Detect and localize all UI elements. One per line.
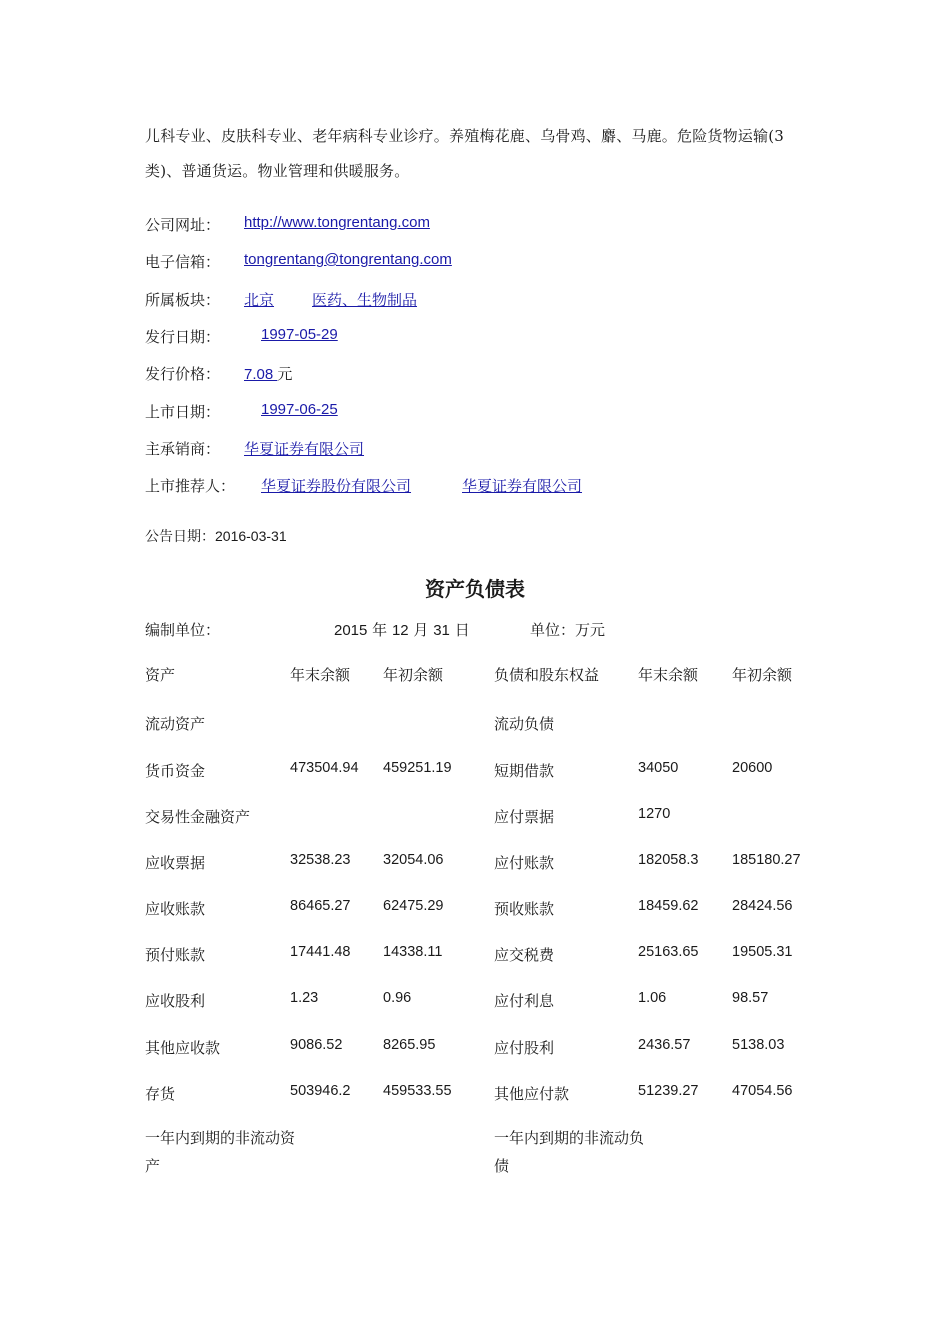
business-scope-line-2: 类)、普通货运。物业管理和供暖服务。 — [145, 162, 410, 180]
sector-beijing-link[interactable]: 北京 — [244, 291, 275, 309]
announcement-date: 2016-03-31 — [215, 528, 287, 544]
cell-liability-name: 短期借款 — [494, 762, 555, 780]
issue-date-label: 发行日期： — [145, 328, 221, 346]
cell-asset-name: 应收账款 — [145, 900, 206, 918]
cell-liability-name: 应付利息 — [494, 992, 555, 1010]
sponsor-link-1[interactable]: 华夏证券股份有限公司 — [261, 477, 412, 495]
currency-unit: 单位：万元 — [530, 621, 606, 639]
header-asset-begin-balance: 年初余额 — [383, 666, 444, 684]
cell-asset-begin-balance: 62475.29 — [383, 898, 444, 914]
prepared-by-label: 编制单位： — [145, 621, 221, 639]
cell-asset-end-balance: 473504.94 — [290, 760, 359, 776]
cell-liability-name: 一年内到期的非流动负债 — [494, 1129, 645, 1175]
cell-liability-begin-balance: 185180.27 — [732, 852, 801, 868]
cell-liability-name: 应付票据 — [494, 808, 555, 826]
cell-liability-name: 其他应付款 — [494, 1085, 570, 1103]
cell-asset-name: 其他应收款 — [145, 1039, 221, 1057]
sponsor-label: 上市推荐人： — [145, 477, 236, 495]
cell-asset-name: 预付账款 — [145, 946, 206, 964]
listing-date-label: 上市日期： — [145, 403, 221, 421]
cell-liability-end-balance: 18459.62 — [638, 898, 699, 914]
cell-asset-begin-balance: 32054.06 — [383, 852, 444, 868]
report-date: 2015 年 12 月 31 日 — [334, 621, 470, 639]
cell-liability-end-balance: 34050 — [638, 760, 679, 776]
business-scope-line-1: 儿科专业、皮肤科专业、老年病科专业诊疗。养殖梅花鹿、乌骨鸡、麝、马鹿。危险货物运输(3 — [145, 127, 784, 145]
cell-liability-end-balance: 182058.3 — [638, 852, 699, 868]
cell-asset-begin-balance: 459533.55 — [383, 1083, 452, 1099]
cell-asset-end-balance: 17441.48 — [290, 944, 351, 960]
cell-asset-end-balance: 503946.2 — [290, 1083, 351, 1099]
cell-asset-begin-balance: 459251.19 — [383, 760, 452, 776]
cell-asset-end-balance: 86465.27 — [290, 898, 351, 914]
underwriter-label: 主承销商： — [145, 440, 221, 458]
cell-asset-name: 应收股利 — [145, 992, 206, 1010]
cell-liability-end-balance: 2436.57 — [638, 1037, 691, 1053]
issue-date-link[interactable]: 1997-05-29 — [261, 326, 338, 343]
website-label: 公司网址： — [145, 216, 221, 234]
cell-asset-name: 货币资金 — [145, 762, 206, 780]
cell-asset-end-balance: 1.23 — [290, 990, 319, 1006]
announcement-label: 公告日期： — [145, 529, 215, 545]
underwriter-link[interactable]: 华夏证券有限公司 — [244, 440, 365, 458]
cell-liability-end-balance: 1.06 — [638, 990, 667, 1006]
header-liability-begin-balance: 年初余额 — [732, 666, 793, 684]
issue-price-label: 发行价格： — [145, 365, 221, 383]
business-scope-paragraph — [145, 119, 810, 189]
cell-liability-begin-balance: 47054.56 — [732, 1083, 793, 1099]
email-label: 电子信箱： — [145, 253, 221, 271]
cell-liability-name: 预收账款 — [494, 900, 555, 918]
cell-asset-name: 一年内到期的非流动资产 — [145, 1129, 296, 1175]
cell-liability-begin-balance: 98.57 — [732, 990, 769, 1006]
cell-liability-end-balance: 25163.65 — [638, 944, 699, 960]
cell-liability-name: 应交税费 — [494, 946, 555, 964]
email-link[interactable]: tongrentang@tongrentang.com — [244, 251, 452, 268]
cell-asset-begin-balance: 8265.95 — [383, 1037, 436, 1053]
cell-liability-begin-balance: 28424.56 — [732, 898, 793, 914]
sponsor-link-2[interactable]: 华夏证券有限公司 — [462, 477, 583, 495]
cell-liability-begin-balance: 19505.31 — [732, 944, 793, 960]
sector-pharma-link[interactable]: 医药、生物制品 — [312, 291, 418, 309]
cell-liability-name: 流动负债 — [494, 715, 555, 733]
header-liability-name: 负债和股东权益 — [494, 666, 600, 684]
cell-asset-begin-balance: 0.96 — [383, 990, 412, 1006]
cell-liability-begin-balance: 20600 — [732, 760, 773, 776]
cell-liability-name: 应付账款 — [494, 854, 555, 872]
issue-price-unit: 元 — [277, 365, 293, 383]
listing-date-link[interactable]: 1997-06-25 — [261, 401, 338, 418]
cell-asset-name: 存货 — [145, 1085, 176, 1103]
cell-asset-name: 流动资产 — [145, 715, 206, 733]
cell-asset-end-balance: 32538.23 — [290, 852, 351, 868]
website-link[interactable]: http://www.tongrentang.com — [244, 214, 430, 231]
cell-asset-end-balance: 9086.52 — [290, 1037, 343, 1053]
issue-price-link[interactable]: 7.08 — [244, 366, 278, 383]
announcement-date-line — [145, 526, 287, 546]
header-asset-name: 资产 — [145, 666, 176, 684]
cell-liability-name: 应付股利 — [494, 1039, 555, 1057]
cell-asset-name: 应收票据 — [145, 854, 206, 872]
cell-liability-end-balance: 51239.27 — [638, 1083, 699, 1099]
cell-asset-begin-balance: 14338.11 — [383, 944, 443, 960]
cell-liability-end-balance: 1270 — [638, 806, 671, 822]
header-asset-end-balance: 年末余额 — [290, 666, 351, 684]
sector-label: 所属板块： — [145, 291, 221, 309]
cell-asset-name: 交易性金融资产 — [145, 808, 251, 826]
header-liability-end-balance: 年末余额 — [638, 666, 699, 684]
balance-sheet-title: 资产负债表 — [425, 577, 525, 601]
cell-liability-begin-balance: 5138.03 — [732, 1037, 785, 1053]
